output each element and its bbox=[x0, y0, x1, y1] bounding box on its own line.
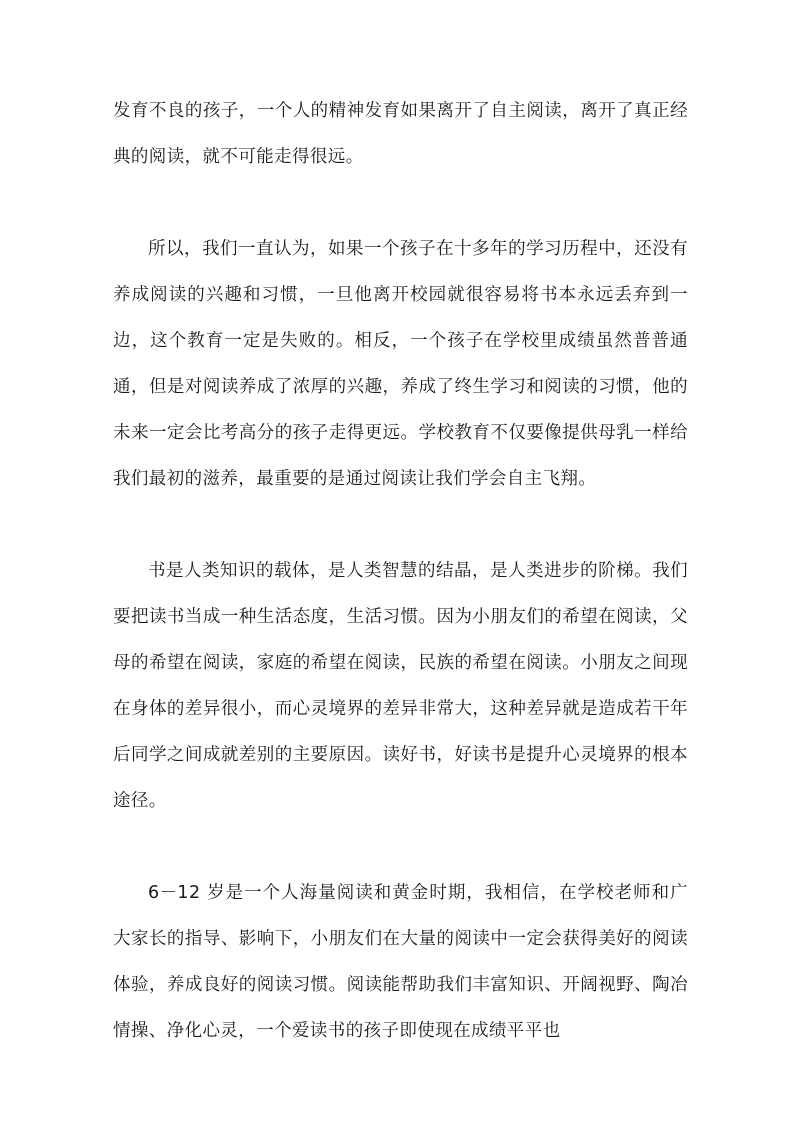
paragraph: 所以，我们一直认为，如果一个孩子在十多年的学习历程中，还没有养成阅读的兴趣和习惯，一旦他离开校园就很容易将书本永远丢弃到一边，这个教育一定是失败的。相反，一个孩子在学校里成绩虽然普普通通，但是对阅读养成了浓厚的兴趣，养成了终生学习和阅读的习惯，他的未来一定会比考高分的孩子走得更远。学校教育不仅要像提供母乳一样给我们最初的滋养，最重要的是通过阅读让我们学会自主飞翔。 bbox=[113, 239, 688, 489]
paragraph-spacer bbox=[113, 180, 688, 226]
paragraph: 发育不良的孩子，一个人的精神发育如果离开了自主阅读，离开了真正经典的阅读，就不可能走得很远。 bbox=[113, 101, 688, 167]
paragraph-spacer bbox=[113, 824, 688, 870]
paragraph: 书是人类知识的载体，是人类智慧的结晶，是人类进步的阶梯。我们要把读书当成一种生活态度，生活习惯。因为小朋友们的希望在阅读，父母的希望在阅读，家庭的希望在阅读，民族的希望在阅读。小朋友之间现在身体的差异很小，而心灵境界的差异非常大，这种差异就是造成若干年后同学之间成就差别的主要原因。读好书，好读书是提升心灵境界的根本途径。 bbox=[113, 561, 688, 811]
paragraph-spacer bbox=[113, 502, 688, 548]
paragraph: 6－12 岁是一个人海量阅读和黄金时期，我相信，在学校老师和广大家长的指导、影响下，小朋友们在大量的阅读中一定会获得美好的阅读体验，养成良好的阅读习惯。阅读能帮助我们丰富知识、开阔视野、陶冶情操、净化心灵，一个爱读书的孩子即使现在成绩平平也 bbox=[113, 883, 688, 1041]
document-text-body bbox=[113, 88, 688, 1054]
